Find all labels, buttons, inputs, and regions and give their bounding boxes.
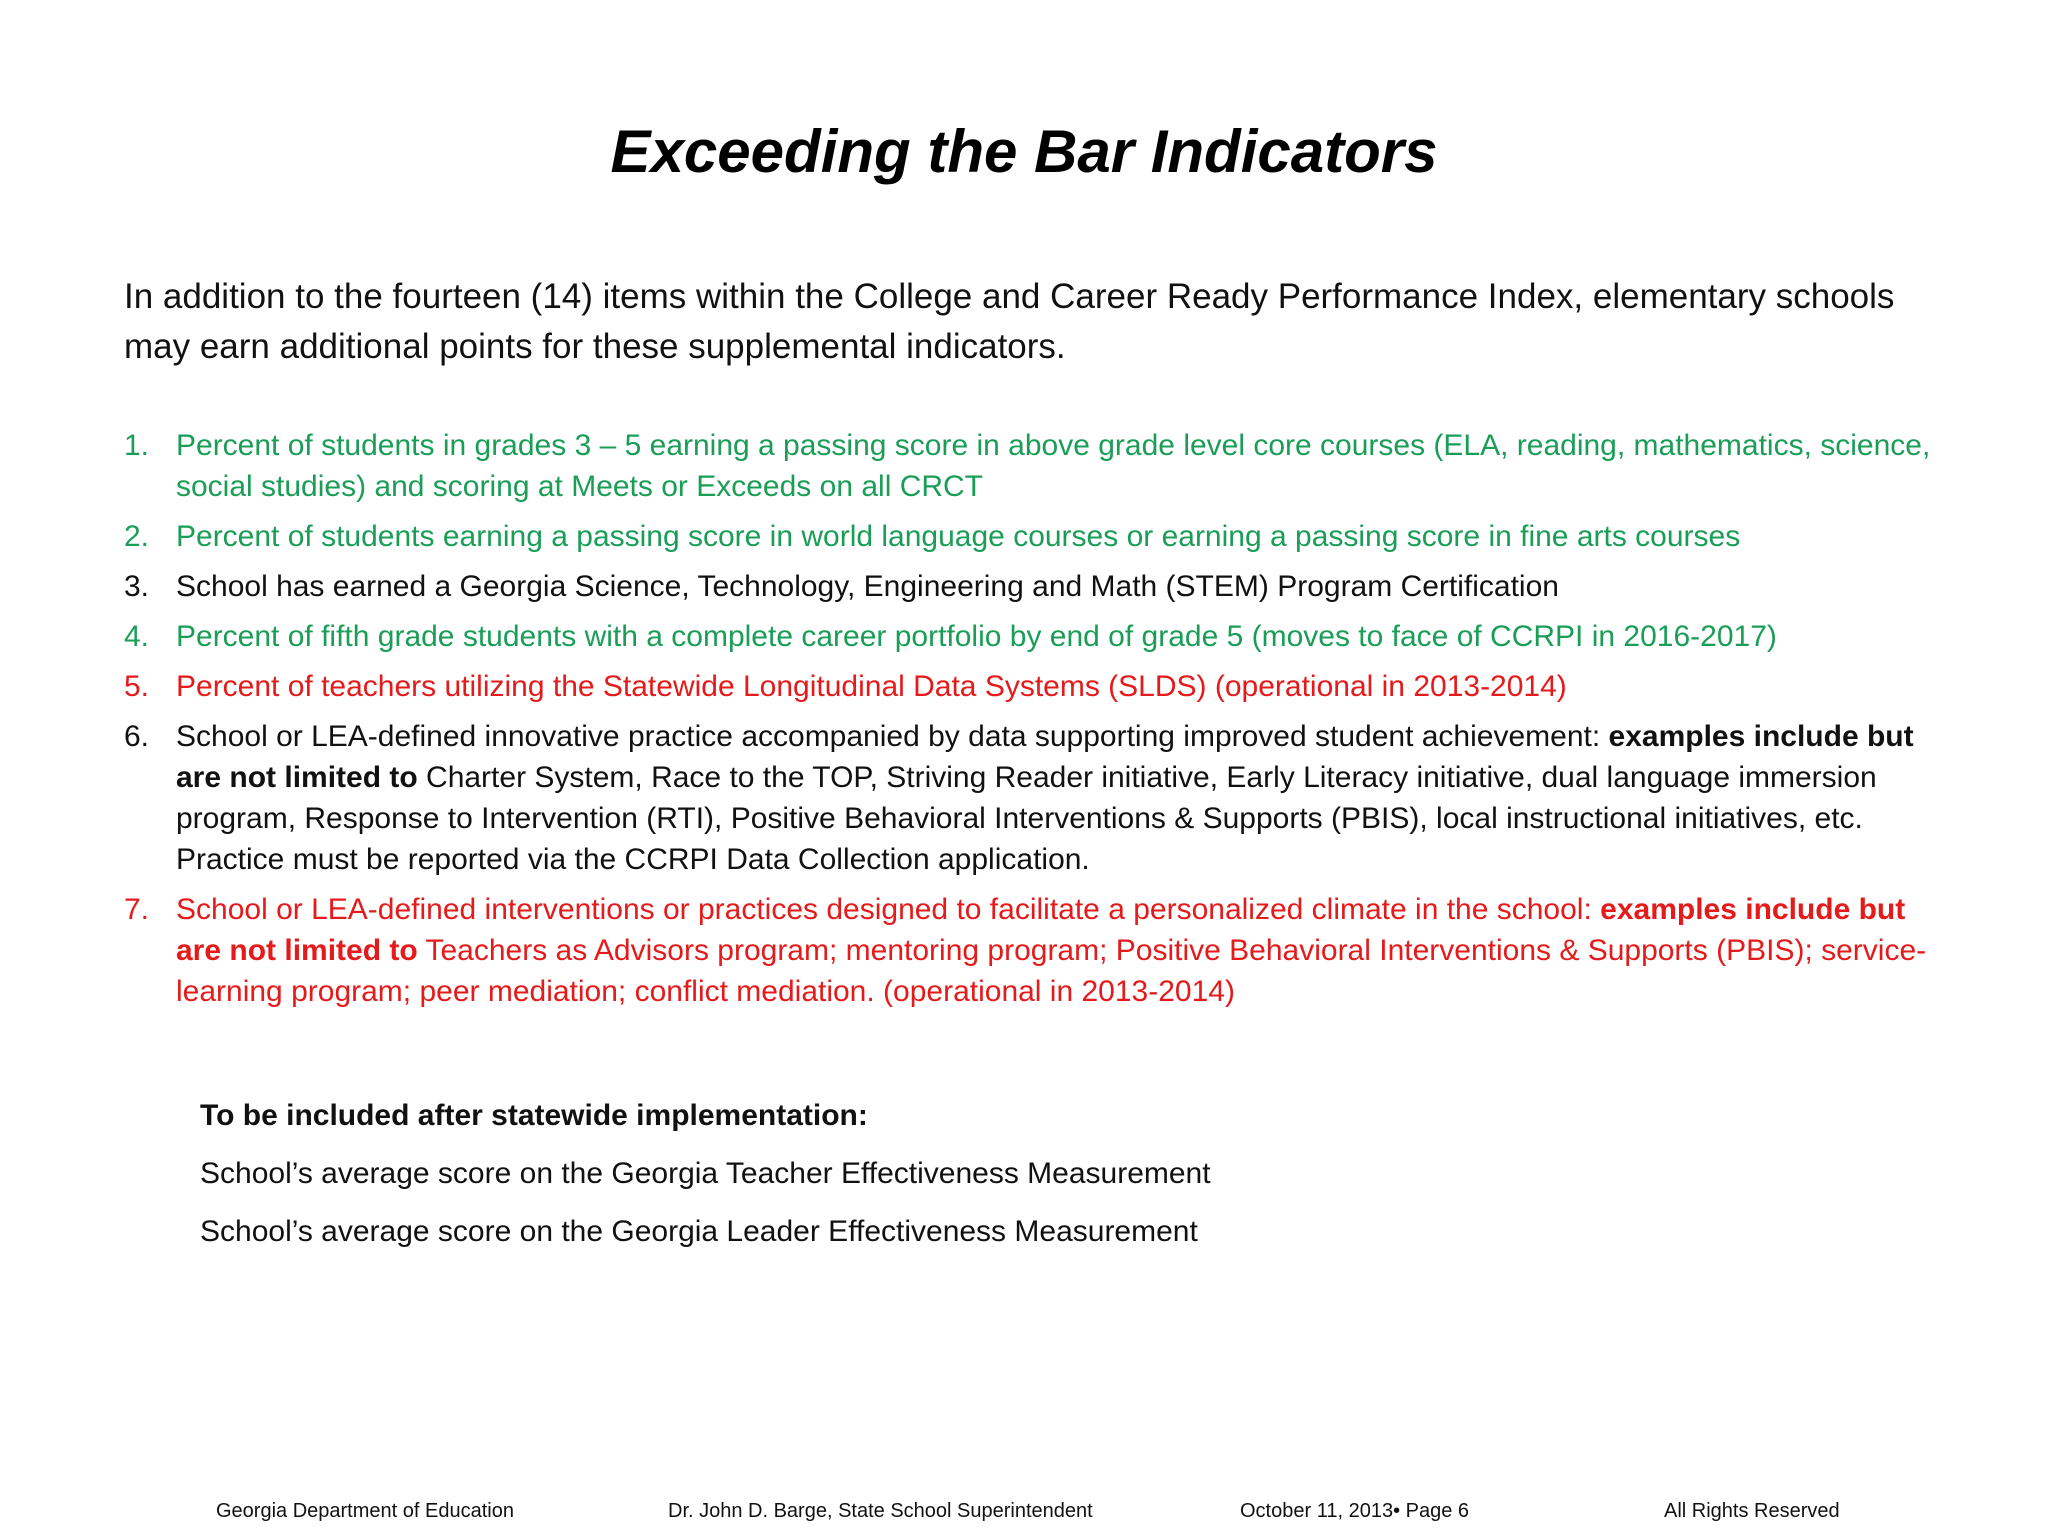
footer-date-page: October 11, 2013• Page 6 (1240, 1500, 1470, 1522)
indicator-item-7 (124, 889, 1954, 1012)
indicator-number: 7. (124, 893, 150, 926)
page-title: Exceeding the Bar Indicators (610, 118, 1438, 185)
future-heading: To be included after statewide implementation: (200, 1099, 868, 1132)
indicator-text: Percent of students earning a passing score in world language courses or earning a passing score in fine arts courses (176, 520, 1741, 553)
indicator-text-before: School or LEA-defined interventions or practices designed to facilitate a personalized climate in the school: (176, 893, 1601, 926)
indicator-text-after: Teachers as Advisors program; mentoring program; Positive Behavioral Interventions & Supports (PBIS); service-learning program; peer mediation; conflict mediation. (operational in 2013-2014) (176, 934, 1927, 1008)
future-item-leader: School’s average score on the Georgia Leader Effectiveness Measurement (200, 1215, 1198, 1248)
indicator-number: 6. (124, 720, 150, 753)
indicator-number: 2. (124, 520, 150, 553)
indicator-text: Percent of teachers utilizing the Statewide Longitudinal Data Systems (SLDS) (operational in 2013-2014) (176, 670, 1567, 703)
indicator-text: School has earned a Georgia Science, Technology, Engineering and Math (STEM) Program Certification (176, 570, 1559, 603)
indicator-item-3 (124, 566, 1954, 607)
indicator-text-bold: examples include but are not limited to (176, 893, 1906, 967)
indicator-item-6 (124, 716, 1954, 880)
indicator-item-5 (124, 666, 1954, 707)
indicator-number: 5. (124, 670, 150, 703)
footer (0, 1500, 2048, 1530)
indicator-list (124, 425, 1954, 1021)
footer-superintendent: Dr. John D. Barge, State School Superintendent (668, 1500, 1093, 1522)
indicator-number: 1. (124, 429, 150, 462)
future-item-teacher: School’s average score on the Georgia Teacher Effectiveness Measurement (200, 1157, 1211, 1190)
indicator-text-after: Charter System, Race to the TOP, Striving Reader initiative, Early Literacy initiative, dual language immersion program, Response to Intervention (RTI), Positive Behavioral Interventions & Supports (PBIS), local instructional initiatives, etc. Practice must be reported via the CCRPI Data Collection application. (176, 761, 1877, 876)
footer-organization: Georgia Department of Education (216, 1500, 514, 1522)
indicator-text: Percent of students in grades 3 – 5 earning a passing score in above grade level core courses (ELA, reading, mathematics, science, social studies) and scoring at Meets or Exceeds on all CRCT (176, 429, 1931, 503)
indicator-item-2 (124, 516, 1954, 557)
future-indicators (200, 1096, 1800, 1270)
indicator-number: 3. (124, 570, 150, 603)
indicator-item-1 (124, 425, 1954, 507)
indicator-item-4 (124, 616, 1954, 657)
indicator-number: 4. (124, 620, 150, 653)
intro-paragraph: In addition to the fourteen (14) items within the College and Career Ready Performance Index, elementary schools may earn additional points for these supplemental indicators. (124, 277, 1895, 366)
indicator-text: Percent of fifth grade students with a complete career portfolio by end of grade 5 (moves to face of CCRPI in 2016-2017) (176, 620, 1777, 653)
footer-rights: All Rights Reserved (1664, 1500, 1840, 1522)
indicator-text-before: School or LEA-defined innovative practice accompanied by data supporting improved student achievement: (176, 720, 1609, 753)
indicator-text-bold: examples include but are not limited to (176, 720, 1914, 794)
